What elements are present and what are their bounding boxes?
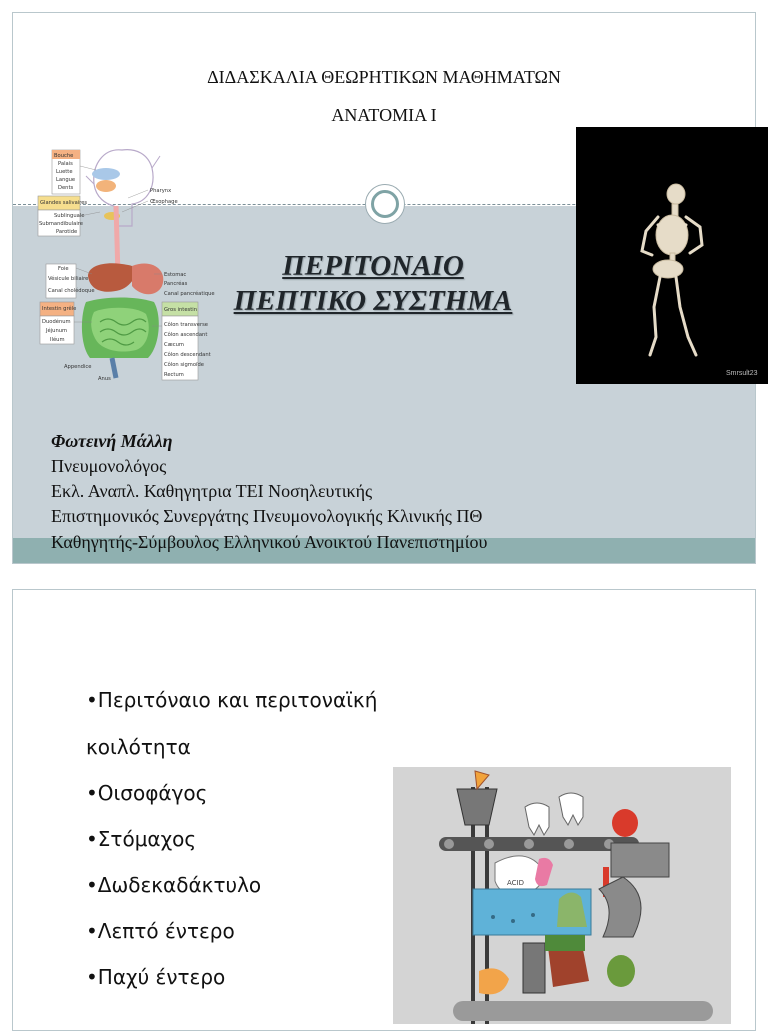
author-collaboration: Επιστημονικός Συνεργάτης Πνευμονολογικής Κλινικής ΠΘ [51,506,483,526]
label-canal-pancreatique: Canal pancréatique [164,291,215,297]
bullet-small-intestine: •Λεπτό έντερο [86,919,235,943]
slide-title-line1: ΠΕΡΙΤΟΝΑΙΟ [282,250,464,282]
author-specialty: Πνευμονολόγος [51,456,167,476]
slide-title-line2: ΠΕΠΤΙΚΟ ΣΥΣΤΗΜΑ [233,285,513,317]
label-rectum: Rectum [164,372,184,378]
label-luette: Luette [56,169,73,175]
label-dents: Dents [58,185,74,191]
label-parotide: Parotide [56,229,78,235]
bullet-peritoneal-cavity: κοιλότητα [86,735,191,759]
author-position: Εκλ. Αναπλ. Καθηγητρια ΤΕΙ Νοσηλευτικής [51,481,373,501]
skeleton-signature: Smrsult23 [726,370,758,377]
dancing-skeleton-image [576,127,768,384]
bullet-esophagus: •Οισοφάγος [86,781,208,805]
ring-ornament [365,184,405,224]
author-name: Φωτεινή Μάλλη [51,431,173,451]
course-subject: ΑΝΑΤΟΜΙΑ Ι [331,105,437,125]
label-appendice: Appendice [64,364,92,370]
label-submandibulaire: Submandibulaire [39,221,83,227]
digestive-system-diagram [36,146,215,386]
bullet-peritoneum: •Περιτόναιο και περιτοναϊκή [86,688,378,712]
label-estomac: Estomac [164,272,187,278]
course-header: ΔΙΔΑΣΚΑΛΙΑ ΘΕΩΡΗΤΙΚΩΝ ΜΑΘΗΜΑΤΩΝ [207,67,561,87]
label-pancreas: Pancréas [164,281,188,287]
label-pharynx: Pharynx [150,188,172,194]
label-colon-sigmoide: Côlon sigmoïde [164,362,204,368]
label-colon-transverse: Côlon transverse [164,322,208,328]
bullet-large-intestine: •Παχύ έντερο [86,965,226,989]
label-palais: Palais [58,161,73,167]
label-ileum: Iléum [50,337,65,343]
label-sublinguale: Sublinguale [54,213,85,219]
bullet-duodenum: •Δωδεκαδάκτυλο [86,873,262,897]
label-oesophage: Œsophage [150,199,178,205]
label-vesicule: Vésicule biliaire [48,276,89,282]
acid-label: ACID [507,879,525,887]
label-langue: Langue [56,177,76,183]
bullet-stomach: •Στόμαχος [86,827,197,851]
label-gros-intestin: Gros intestin [164,307,197,313]
label-canal-choledoque: Canal cholédoque [48,288,95,294]
digestion-factory-cartoon [393,767,731,1024]
label-anus: Anus [98,376,111,382]
label-caecum: Cæcum [164,342,184,348]
label-colon-ascendant: Côlon ascendant [164,332,208,338]
label-glandes: Glandes salivaires [40,200,88,206]
author-advisor: Καθηγητής-Σύμβουλος Ελληνικού Ανοικτού Πανεπιστημίου [51,532,488,552]
label-foie: Foie [58,266,69,272]
label-colon-descendant: Côlon descendant [164,352,211,358]
label-jejunum: Jéjunum [46,328,68,334]
label-bouche: Bouche [54,153,74,159]
label-intestin-grele: Intestin grêle [42,306,77,312]
label-duodenum: Duodénum [42,319,71,325]
